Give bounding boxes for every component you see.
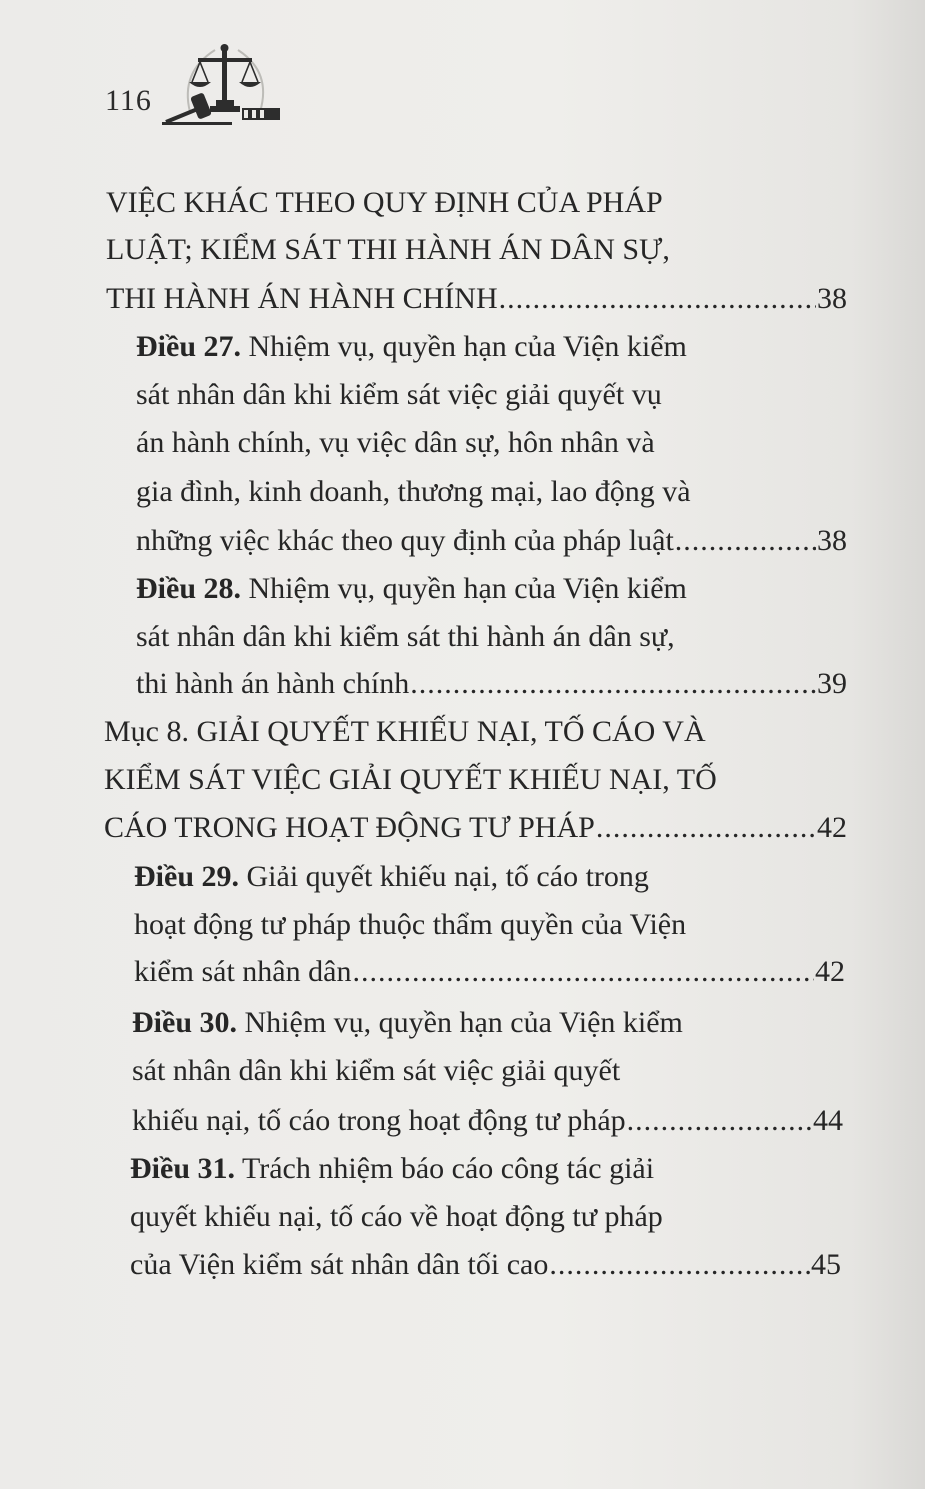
toc-text: kiểm sát nhân dân bbox=[134, 955, 352, 988]
toc-line bbox=[136, 375, 787, 415]
toc-text: gia đình, kinh doanh, thương mại, lao động và bbox=[136, 475, 691, 508]
dot-leader bbox=[499, 279, 816, 319]
toc-text: quyết khiếu nại, tố cáo về hoạt động tư pháp bbox=[130, 1200, 663, 1233]
toc-text: sát nhân dân khi kiểm sát việc giải quyết vụ bbox=[136, 378, 662, 411]
toc-text: LUẬT; KIỂM SÁT THI HÀNH ÁN DÂN SỰ, bbox=[106, 233, 670, 266]
article-label: Điều 30. bbox=[132, 1006, 237, 1039]
toc-entry-last-line bbox=[104, 808, 847, 848]
toc-page-ref: 42 bbox=[817, 811, 847, 844]
toc-entry-last-line bbox=[106, 279, 847, 319]
article-label: Điều 29. bbox=[134, 860, 239, 893]
toc-page-ref: 45 bbox=[811, 1248, 841, 1281]
toc-text: VIỆC KHÁC THEO QUY ĐỊNH CỦA PHÁP bbox=[106, 186, 663, 219]
toc-text: sát nhân dân khi kiểm sát thi hành án dân sự, bbox=[136, 620, 675, 653]
toc-line bbox=[106, 183, 847, 223]
scales-of-justice-icon bbox=[160, 42, 290, 126]
toc-text: Giải quyết khiếu nại, tố cáo trong bbox=[239, 860, 649, 893]
toc-text: những việc khác theo quy định của pháp luật bbox=[136, 524, 674, 557]
dot-leader bbox=[410, 664, 816, 704]
toc-page-ref: 38 bbox=[817, 524, 847, 557]
toc-line bbox=[104, 760, 847, 800]
page-number: 116 bbox=[105, 84, 152, 117]
toc-text: Nhiệm vụ, quyền hạn của Viện kiểm bbox=[241, 572, 687, 605]
article-label: Điều 31. bbox=[130, 1152, 235, 1185]
article-label: Điều 27. bbox=[136, 330, 241, 363]
article-label: Điều 28. bbox=[136, 572, 241, 605]
toc-line bbox=[132, 1051, 783, 1091]
toc-line bbox=[136, 569, 787, 609]
toc-text: Trách nhiệm báo cáo công tác giải bbox=[235, 1152, 655, 1185]
toc-line bbox=[136, 423, 787, 463]
toc-text: của Viện kiểm sát nhân dân tối cao bbox=[130, 1248, 549, 1281]
toc-line bbox=[136, 327, 787, 367]
toc-line bbox=[132, 1003, 783, 1043]
toc-line bbox=[134, 905, 785, 945]
toc-line bbox=[136, 472, 787, 512]
toc-text: khiếu nại, tố cáo trong hoạt động tư pháp bbox=[132, 1104, 626, 1137]
toc-entry-last-line bbox=[136, 664, 847, 704]
toc-entry-last-line bbox=[130, 1245, 841, 1285]
dot-leader bbox=[675, 521, 816, 561]
dot-leader bbox=[352, 952, 814, 992]
toc-text: án hành chính, vụ việc dân sự, hôn nhân và bbox=[136, 426, 655, 459]
toc-entry-last-line bbox=[136, 521, 847, 561]
toc-line bbox=[130, 1197, 781, 1237]
toc-text: THI HÀNH ÁN HÀNH CHÍNH bbox=[106, 282, 498, 315]
toc-entry-last-line bbox=[132, 1101, 843, 1141]
dot-leader bbox=[627, 1101, 812, 1141]
section-heading: Mục 8. GIẢI QUYẾT KHIẾU NẠI, TỐ CÁO VÀ bbox=[104, 715, 706, 748]
toc-text: thi hành án hành chính bbox=[136, 667, 410, 700]
section-heading: CÁO TRONG HOẠT ĐỘNG TƯ PHÁP bbox=[104, 811, 595, 844]
toc-line bbox=[136, 617, 787, 657]
toc-text: hoạt động tư pháp thuộc thẩm quyền của Viện bbox=[134, 908, 687, 941]
toc-page-ref: 38 bbox=[817, 282, 847, 315]
toc-text: Nhiệm vụ, quyền hạn của Viện kiểm bbox=[237, 1006, 683, 1039]
dot-leader bbox=[596, 808, 816, 848]
toc-page-ref: 44 bbox=[813, 1104, 843, 1137]
toc-page-ref: 42 bbox=[815, 955, 845, 988]
toc-text: Nhiệm vụ, quyền hạn của Viện kiểm bbox=[241, 330, 687, 363]
dot-leader bbox=[549, 1245, 810, 1285]
toc-line bbox=[106, 230, 847, 270]
toc-line bbox=[104, 712, 847, 752]
toc-line bbox=[134, 857, 785, 897]
toc-line bbox=[130, 1149, 781, 1189]
section-heading: KIỂM SÁT VIỆC GIẢI QUYẾT KHIẾU NẠI, TỐ bbox=[104, 763, 717, 796]
toc-entry-last-line bbox=[134, 952, 845, 992]
toc-text: sát nhân dân khi kiểm sát việc giải quyết bbox=[132, 1054, 621, 1087]
toc-page-ref: 39 bbox=[817, 667, 847, 700]
